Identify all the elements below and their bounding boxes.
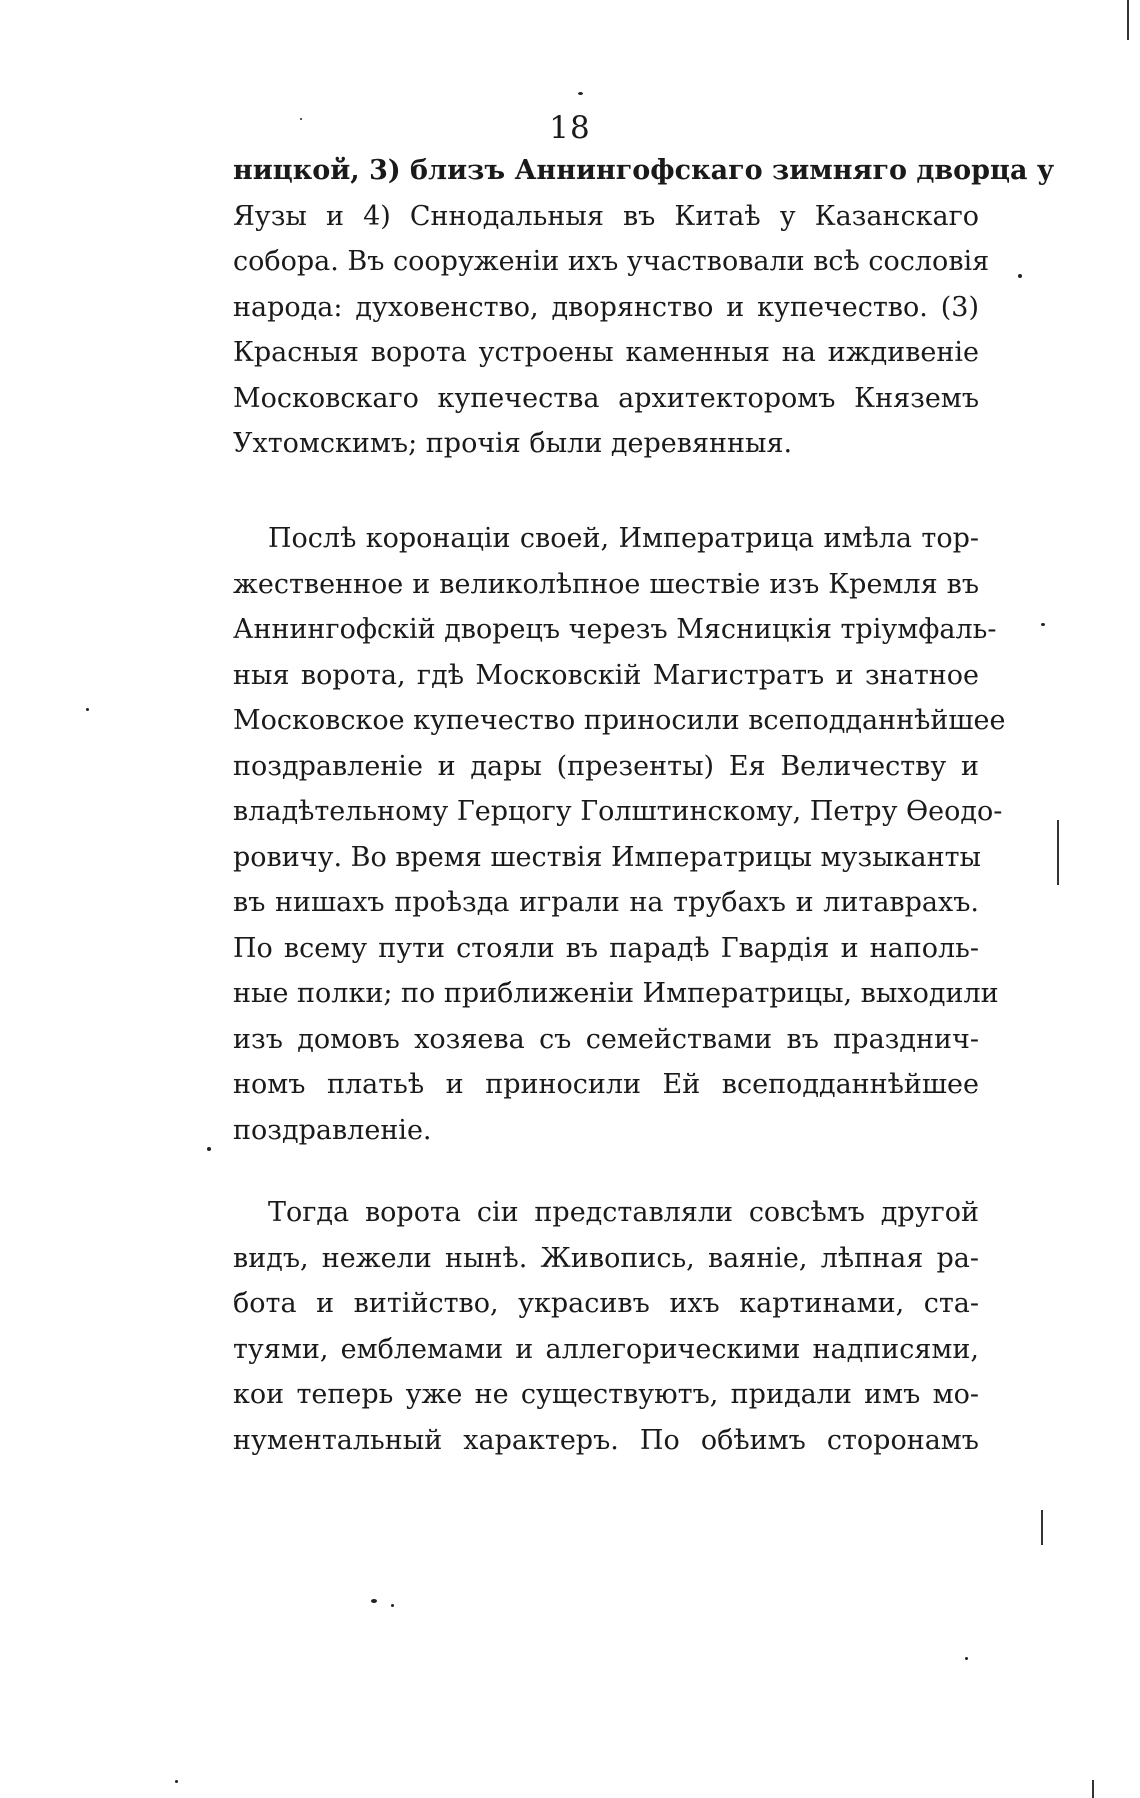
text-line: ницкой, 3) близъ Аннингофскаго зимняго дворца у	[233, 155, 1055, 186]
text-line: видъ, нежели нынѣ. Живопись, ваяніе, лѣпная ра-	[233, 1242, 979, 1274]
text-line: поздравленіе.	[233, 1114, 432, 1146]
text-line: кои теперь уже не существуютъ, придали имъ мо-	[233, 1379, 979, 1410]
page-number: 18	[549, 110, 591, 146]
scan-speck	[965, 1657, 968, 1660]
text-line: въ нишахъ проѣзда играли на трубахъ и литаврахъ.	[233, 887, 979, 918]
text-line: ные полки; по приближеніи Императрицы, выходили	[233, 978, 999, 1009]
scan-speck	[391, 1604, 394, 1607]
scan-speck	[1041, 623, 1045, 626]
scan-speck	[207, 1147, 211, 1151]
text-line: Аннингофскій дворецъ черезъ Мясницкія тріумфаль-	[233, 614, 997, 645]
text-line: Послѣ коронаціи своей, Императрица имѣла тор-	[268, 523, 979, 554]
text-line: жественное и великолѣпное шествіе изъ Кремля въ	[233, 568, 979, 600]
paragraph-1	[233, 148, 1055, 467]
scan-edge-line	[1057, 820, 1059, 885]
text-line: нументальный характеръ. По обѣимъ сторонамъ	[233, 1424, 979, 1456]
text-line: народа: духовенство, дворянство и купечество. (3)	[233, 291, 979, 323]
text-line: номъ платьѣ и приносили Ей всеподданнѣйшее	[233, 1069, 979, 1100]
scan-speck	[371, 1599, 377, 1603]
text-line: владѣтельному Герцогу Голштинскому, Петру Ѳеодо-	[233, 796, 1003, 827]
scan-speck	[86, 708, 89, 711]
text-line: Московское купечество приносили всеподданнѣйшее	[233, 705, 1006, 736]
text-line: Тогда ворота сіи представляли совсѣмъ другой	[268, 1197, 979, 1228]
paragraph-2	[233, 516, 1006, 1153]
text-line: ныя ворота, гдѣ Московскій Магистратъ и знатное	[233, 659, 979, 691]
scan-edge-line	[1092, 1780, 1094, 1798]
text-line: Красныя ворота устроены каменныя на иждивеніе	[233, 337, 979, 368]
text-line: собора. Въ сооруженіи ихъ участвовали всѣ сословія	[233, 246, 990, 277]
scan-speck	[1018, 274, 1022, 278]
text-line: Московскаго купечества архитекторомъ Княземъ	[233, 382, 979, 414]
scan-speck	[175, 1780, 178, 1783]
text-line: туями, емблемами и аллегорическими надписями,	[233, 1333, 979, 1365]
text-line: изъ домовъ хозяева съ семействами въ празднич-	[233, 1023, 979, 1055]
scan-speck	[300, 118, 302, 120]
text-line: Яузы и 4) Сннодальныя въ Китаѣ у Казанскаго	[233, 200, 979, 232]
paragraph-3	[233, 1190, 979, 1463]
text-line: ровичу. Во время шествія Императрицы музыканты	[233, 841, 982, 873]
text-line: По всему пути стояли въ парадѣ Гвардія и наполь-	[233, 932, 979, 964]
text-line: поздравленіе и дары (презенты) Ея Величеству и	[233, 750, 979, 782]
scan-edge-line	[1041, 1510, 1043, 1545]
scan-edge-line	[1127, 0, 1129, 40]
text-line: Ухтомскимъ; прочія были деревянныя.	[233, 428, 793, 459]
scan-speck	[578, 92, 583, 95]
text-line: бота и витійство, украсивъ ихъ картинами, ста-	[233, 1288, 979, 1319]
